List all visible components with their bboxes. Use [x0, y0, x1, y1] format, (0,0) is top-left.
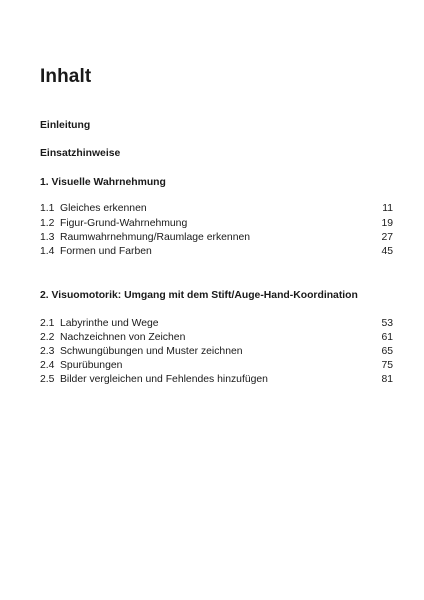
entry-label: Gleiches erkennen: [60, 203, 147, 214]
entry-page-number: 27: [381, 232, 393, 243]
entry-number: 2.5: [40, 374, 55, 385]
toc-entry: [40, 360, 393, 374]
entry-label: Raumwahrnehmung/Raumlage erkennen: [60, 232, 251, 243]
entry-number: 1.1: [40, 203, 55, 214]
entry-number: 2.1: [40, 318, 55, 329]
toc-entry: [40, 203, 393, 217]
toc-entry: [40, 346, 393, 360]
entry-label: Labyrinthe und Wege: [60, 318, 159, 329]
entry-number: 2.4: [40, 360, 55, 371]
entry-number: 2.2: [40, 332, 55, 343]
toc-entry: [40, 374, 393, 388]
entry-number: 1.4: [40, 246, 55, 257]
entry-label: Figur-Grund-Wahrnehmung: [60, 218, 188, 229]
chapter-2-heading: 2. Visuomotorik: Umgang mit dem Stift/Auge-Hand-Koordination: [40, 290, 358, 301]
entry-label: Schwungübungen und Muster zeichnen: [60, 346, 243, 357]
page-title: Inhalt: [40, 66, 92, 87]
entry-number: 2.3: [40, 346, 55, 357]
entry-page-number: 45: [381, 246, 393, 257]
toc-entry: [40, 218, 393, 232]
entry-page-number: 61: [381, 332, 393, 343]
toc-entry: [40, 318, 393, 332]
entry-label: Formen und Farben: [60, 246, 152, 257]
entry-page-number: 75: [381, 360, 393, 371]
entry-page-number: 65: [381, 346, 393, 357]
entry-label: Spurübungen: [60, 360, 123, 371]
entry-page-number: 81: [381, 374, 393, 385]
entry-page-number: 11: [382, 203, 393, 214]
entry-page-number: 53: [381, 318, 393, 329]
entry-number: 1.3: [40, 232, 55, 243]
toc-entry: [40, 232, 393, 246]
entry-number: 1.2: [40, 218, 55, 229]
entry-label: Nachzeichnen von Zeichen: [60, 332, 186, 343]
section-einleitung: Einleitung: [40, 120, 91, 131]
toc-entry: [40, 332, 393, 346]
section-einsatzhinweise: Einsatzhinweise: [40, 148, 121, 159]
entry-label: Bilder vergleichen und Fehlendes hinzufügen: [60, 374, 268, 385]
toc-entry: [40, 246, 393, 260]
chapter-1-heading: 1. Visuelle Wahrnehmung: [40, 177, 166, 188]
entry-page-number: 19: [381, 218, 393, 229]
